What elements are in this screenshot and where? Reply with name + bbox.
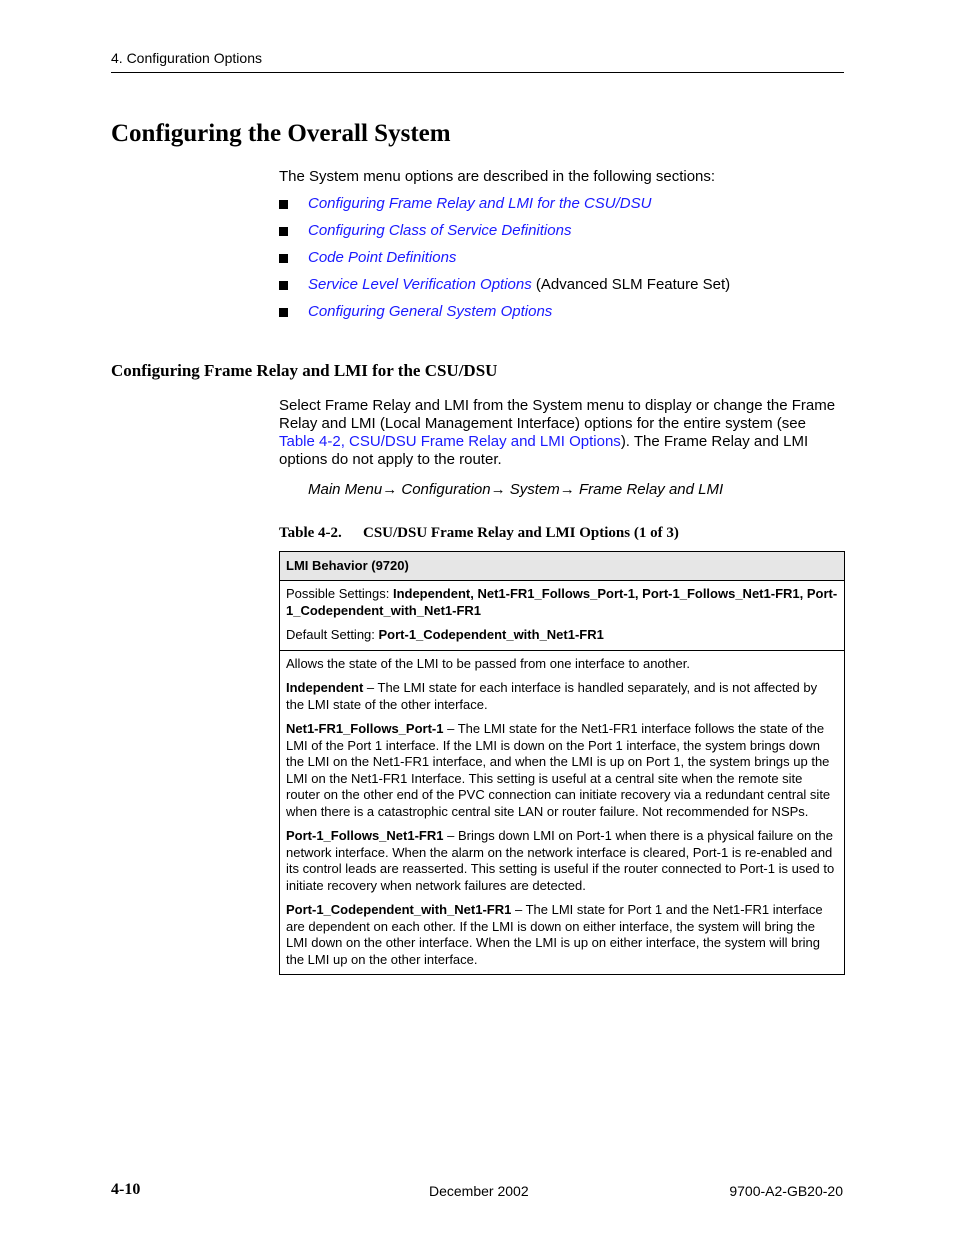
option-text: – Brings down LMI on Port-1 when there is a physical failure on the network interface. When the alarm on the network interface is cleared, Port-1 is re-enabled and its control leads are reasserted. This setting is useful if the router connected to Port-1 is used to initiate recovery when network failures are detected. bbox=[286, 828, 835, 893]
intro-text: The System menu options are described in the following sections: bbox=[279, 168, 716, 185]
table-settings-row bbox=[280, 580, 844, 650]
list-item bbox=[279, 222, 730, 249]
link-service-level-verification[interactable]: Service Level Verification Options bbox=[308, 276, 532, 293]
option-text: – The LMI state for each interface is handled separately, and is not affected by the LMI state of the other interface. bbox=[286, 680, 818, 712]
link-class-of-service[interactable]: Configuring Class of Service Definitions bbox=[308, 222, 572, 239]
option-term: Port-1_Follows_Net1-FR1 bbox=[286, 828, 444, 843]
list-item bbox=[279, 276, 730, 303]
menu-path: Main Menu→ Configuration→ System→ Frame Relay and LMI bbox=[308, 481, 724, 498]
option-port1-follows-net1 bbox=[286, 828, 838, 894]
running-header: 4. Configuration Options bbox=[111, 50, 262, 66]
table-reference-link[interactable]: Table 4-2, CSU/DSU Frame Relay and LMI Options bbox=[279, 433, 621, 450]
table-caption bbox=[279, 525, 679, 542]
options-table bbox=[279, 551, 845, 975]
list-item bbox=[279, 303, 730, 330]
option-term: Port-1_Codependent_with_Net1-FR1 bbox=[286, 902, 512, 917]
link-suffix: (Advanced SLM Feature Set) bbox=[531, 276, 731, 293]
page-title: Configuring the Overall System bbox=[111, 120, 451, 147]
possible-settings-label: Possible Settings: bbox=[286, 586, 393, 601]
section-heading: Configuring Frame Relay and LMI for the CSU/DSU bbox=[111, 361, 498, 380]
header-rule bbox=[111, 72, 844, 73]
option-term: Net1-FR1_Follows_Port-1 bbox=[286, 721, 444, 736]
option-net1-follows-port1 bbox=[286, 721, 838, 820]
para-text-before: Select Frame Relay and LMI from the System menu to display or change the Frame Relay and LMI (Local Management Interface) options for the entire system (see bbox=[279, 397, 836, 432]
list-item bbox=[279, 195, 730, 222]
list-item bbox=[279, 249, 730, 276]
document-number: 9700-A2-GB20-20 bbox=[729, 1183, 843, 1199]
option-port1-codependent bbox=[286, 902, 838, 968]
option-text: – The LMI state for Port 1 and the Net1-FR1 interface are dependent on each other. If the LMI is down on either interface, the system will bring the LMI down on the other interface. When the LMI is up on either interface, the system will bring the LMI up on the other interface. bbox=[286, 902, 823, 967]
body-paragraph bbox=[279, 397, 844, 469]
table-caption-title: CSU/DSU Frame Relay and LMI Options (1 of 3) bbox=[363, 525, 679, 541]
table-header: LMI Behavior (9720) bbox=[280, 552, 844, 580]
option-description: Allows the state of the LMI to be passed from one interface to another. bbox=[286, 655, 690, 671]
link-general-system-options[interactable]: Configuring General System Options bbox=[308, 303, 553, 320]
option-text: – The LMI state for the Net1-FR1 interface follows the state of the LMI of the Port 1 interface. If the LMI is down on the Port 1 interface, the system brings down the LMI on the Net1-FR1 interface, and when the LMI is up on Port 1, the system brings up the LMI on the Net1-FR1 Interface. This setting is useful at a central site when the remote site router on the other end of the PVC connection can initiate recovery via a redundant central site when there is a catastrophic central site LAN or router failure. Not recommended for NSPs. bbox=[286, 721, 831, 819]
footer-date: December 2002 bbox=[429, 1183, 529, 1199]
option-term: Independent bbox=[286, 680, 364, 695]
page-number: 4-10 bbox=[111, 1181, 141, 1198]
para-text-after: ). The Frame Relay and LMI options do not apply to the router. bbox=[279, 433, 809, 468]
link-code-point-definitions[interactable]: Code Point Definitions bbox=[308, 249, 457, 266]
option-independent bbox=[286, 680, 838, 713]
possible-settings bbox=[286, 586, 838, 619]
default-setting-label: Default Setting: bbox=[286, 627, 379, 642]
possible-settings-values: Independent, Net1-FR1_Follows_Port-1, Port-1_Follows_Net1-FR1, Port-1_Codependent_with_Net1-FR1 bbox=[286, 586, 838, 618]
table-caption-number: Table 4-2. bbox=[279, 525, 342, 541]
default-setting bbox=[286, 627, 838, 644]
table-description-row bbox=[280, 650, 844, 975]
default-setting-value: Port-1_Codependent_with_Net1-FR1 bbox=[378, 627, 604, 642]
link-frame-relay-lmi[interactable]: Configuring Frame Relay and LMI for the CSU/DSU bbox=[308, 195, 652, 212]
section-link-list bbox=[279, 195, 730, 330]
